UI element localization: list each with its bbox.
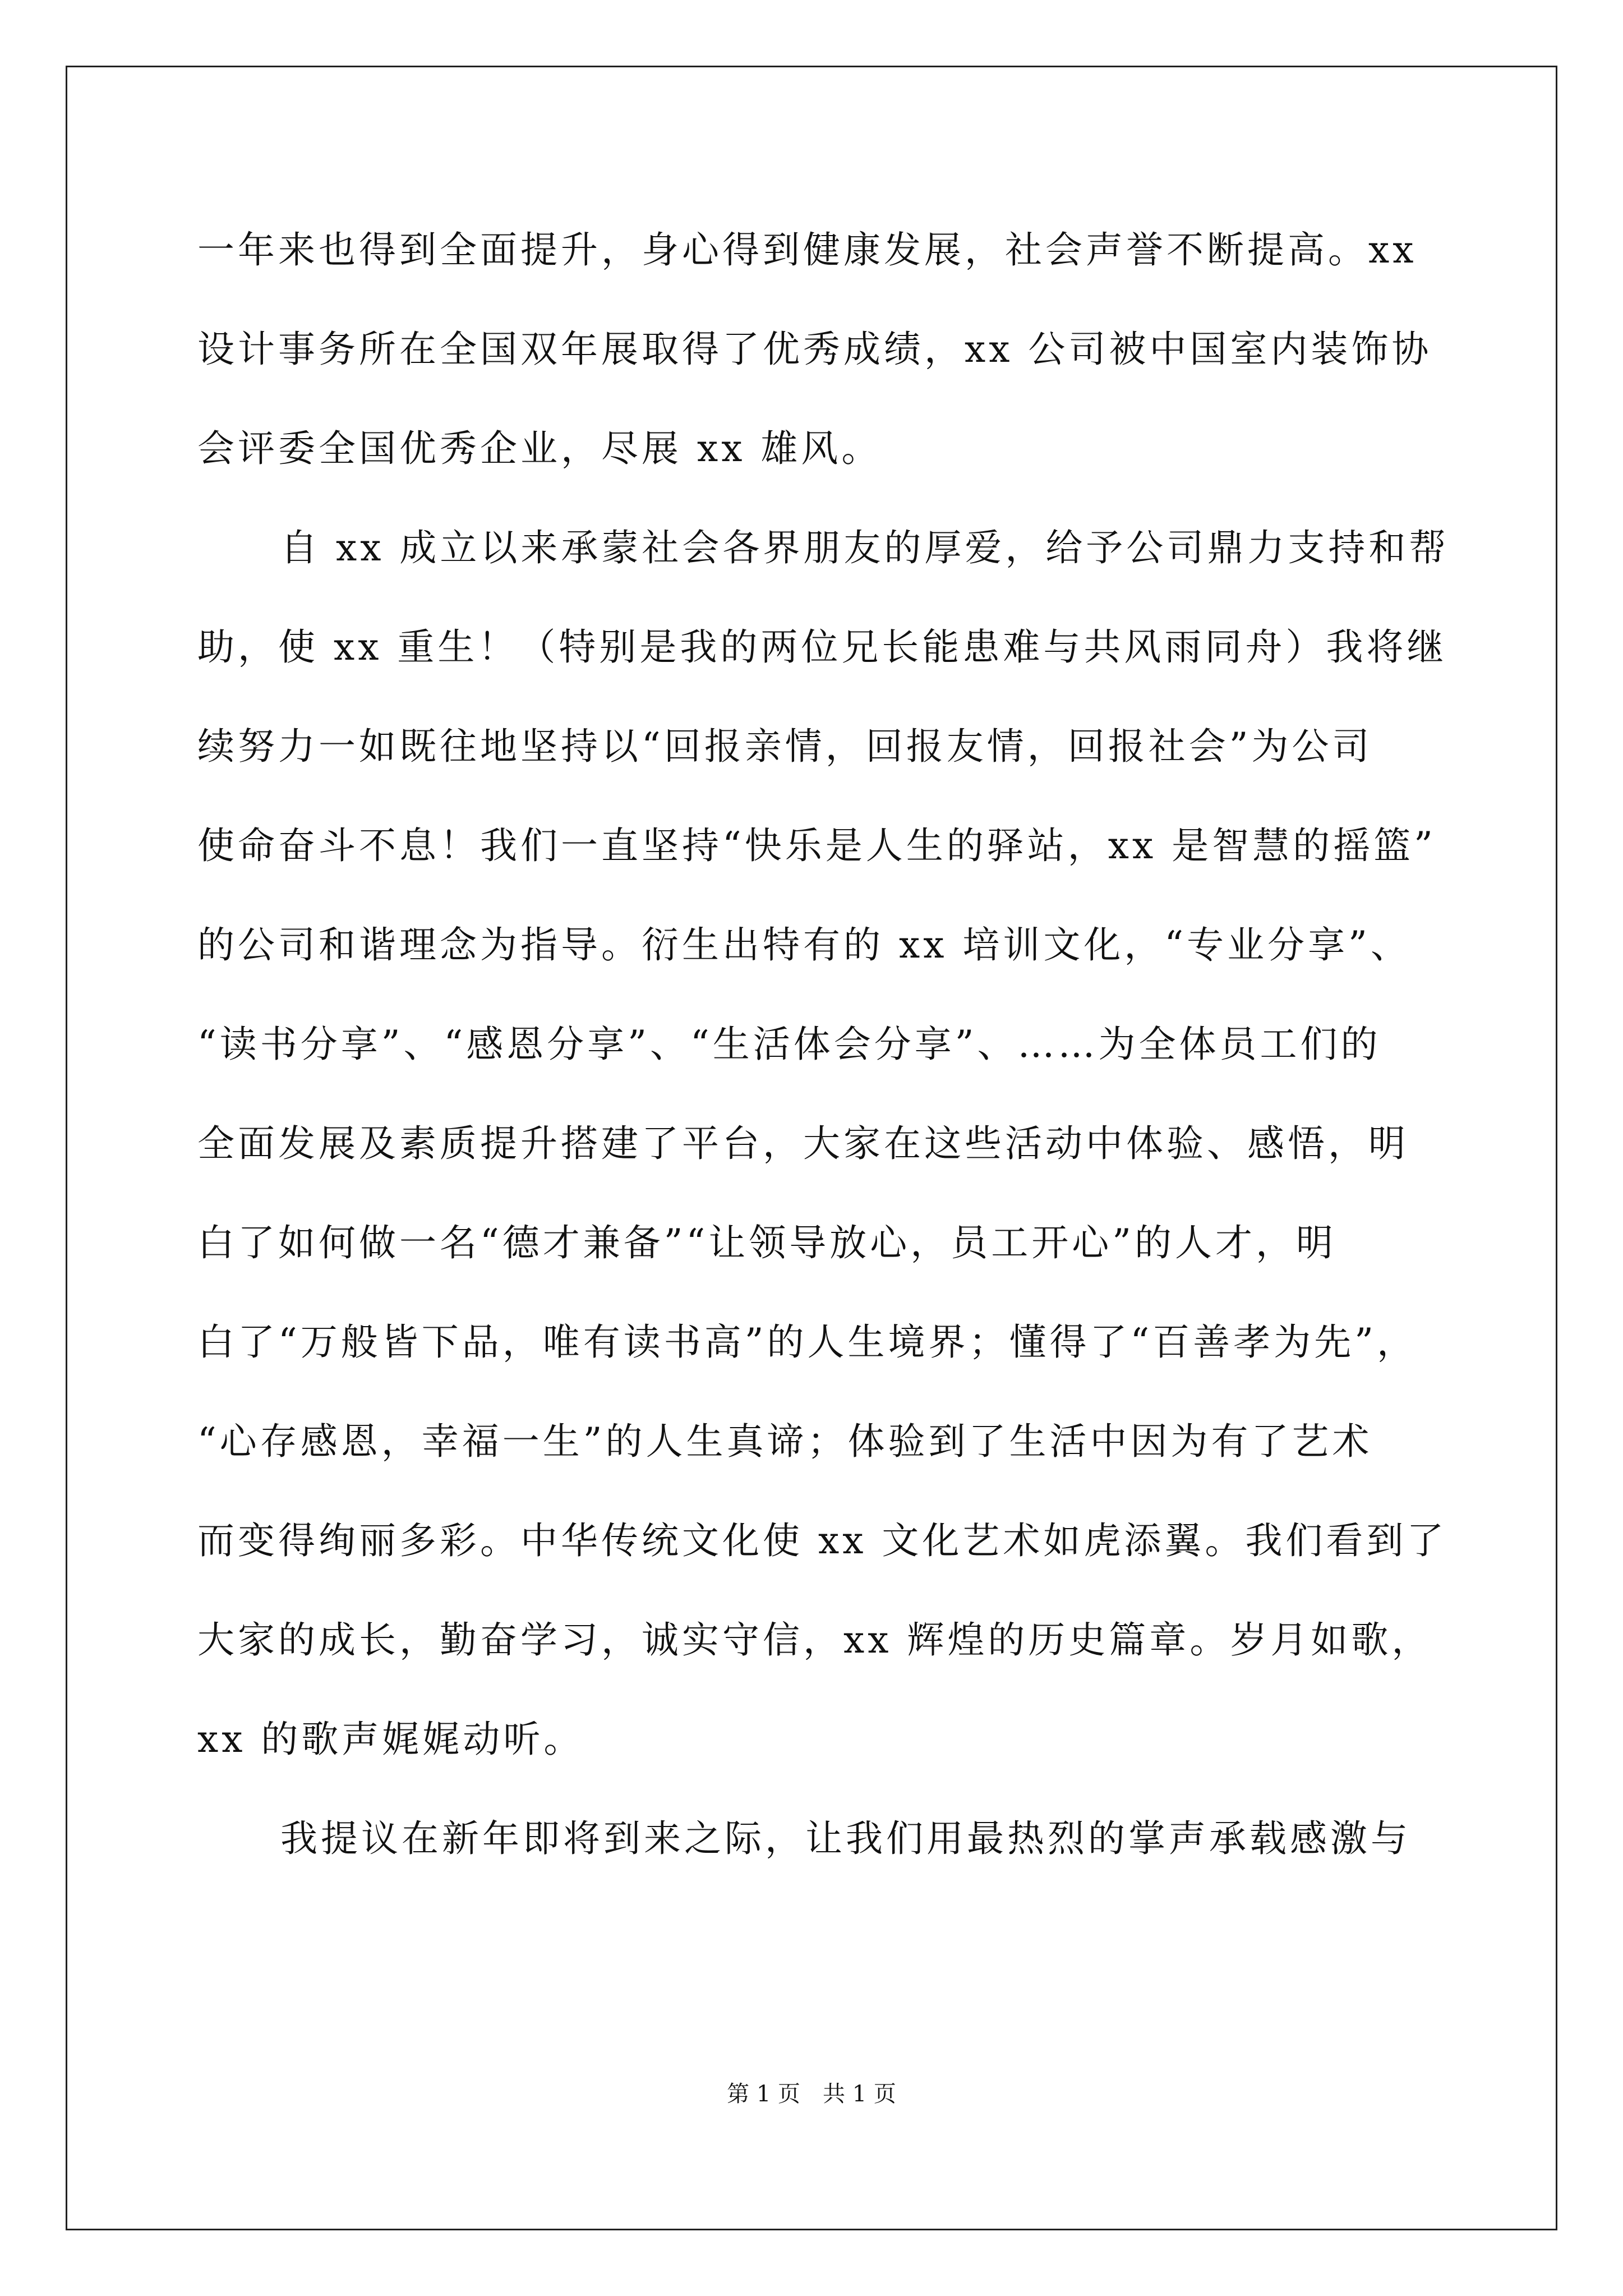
paragraph-start-line: 自 xx 成立以来承蒙社会各界朋友的厚爱，给予公司鼎力支持和帮 xyxy=(280,526,1450,569)
body-text-line: 大家的成长，勤奋学习，诚实守信，xx 辉煌的历史篇章。岁月如歌， xyxy=(197,1618,1432,1662)
body-text-line: 一年来也得到全面提升，身心得到健康发展，社会声誉不断提高。xx xyxy=(197,228,1417,272)
body-text-line: “读书分享”、“感恩分享”、“生活体会分享”、……为全体员工们的 xyxy=(197,1023,1381,1066)
body-text-line: 而变得绚丽多彩。中华传统文化使 xx 文化艺术如虎添翼。我们看到了 xyxy=(197,1519,1447,1562)
body-text-line: “心存感恩，幸福一生”的人生真谛；体验到了生活中因为有了艺术 xyxy=(197,1420,1373,1463)
body-text-line: 白了如何做一名“德才兼备”“让领导放心，员工开心”的人才，明 xyxy=(197,1221,1336,1264)
body-text-line: 设计事务所在全国双年展取得了优秀成绩，xx 公司被中国室内装饰协 xyxy=(197,328,1432,371)
paragraph-start-line: 我提议在新年即将到来之际，让我们用最热烈的掌声承载感激与 xyxy=(280,1817,1411,1860)
body-text-line: xx 的歌声娓娓动听。 xyxy=(197,1718,584,1761)
body-text-line: 会评委全国优秀企业，尽展 xx 雄风。 xyxy=(197,427,882,470)
body-text-line: 白了“万般皆下品，唯有读书高”的人生境界；懂得了“百善孝为先”， xyxy=(197,1320,1417,1364)
body-text-line: 续努力一如既往地坚持以“回报亲情，回报友情，回报社会”为公司 xyxy=(197,725,1373,768)
page-number-current: 第 1 页 xyxy=(727,2081,800,2107)
body-text-line: 的公司和谐理念为指导。衍生出特有的 xx 培训文化，“专业分享”、 xyxy=(197,923,1411,967)
body-text-line: 全面发展及素质提升搭建了平台，大家在这些活动中体验、感悟，明 xyxy=(197,1122,1409,1165)
page-number-total: 共 1 页 xyxy=(823,2081,896,2107)
body-text-line: 助，使 xx 重生！（特别是我的两位兄长能患难与共风雨同舟）我将继 xyxy=(197,625,1447,669)
page-footer xyxy=(0,2078,1623,2110)
body-text-line: 使命奋斗不息！我们一直坚持“快乐是人生的驿站，xx 是智慧的摇篮” xyxy=(197,824,1436,867)
